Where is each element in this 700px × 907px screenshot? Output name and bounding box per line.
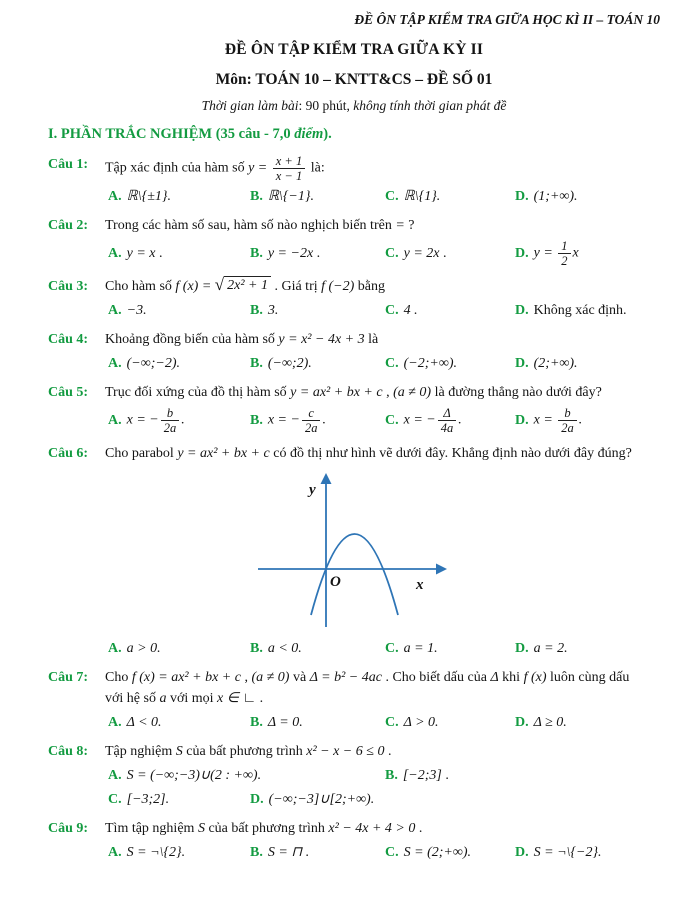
text-run: ℝ\{±1}. <box>126 189 171 204</box>
time-note-italic-1: Thời gian làm bài <box>201 98 299 113</box>
option-D <box>250 789 660 810</box>
option-letter: C. <box>385 303 399 318</box>
option-B <box>250 300 385 321</box>
text-run: a > 0. <box>126 641 161 656</box>
fraction-numerator: x + 1 <box>275 154 303 168</box>
stem-line <box>105 667 660 688</box>
option-D <box>515 300 660 321</box>
option-letter: D. <box>515 356 529 371</box>
option-A <box>108 765 385 786</box>
fraction-denominator: x − 1 <box>273 168 305 183</box>
question-stem-row <box>48 276 660 297</box>
text-run: (a ≠ 0) <box>393 385 432 400</box>
question-text <box>105 276 660 297</box>
text-run: Δ < 0. <box>126 715 162 730</box>
option-A <box>108 300 250 321</box>
question-4 <box>48 329 660 374</box>
text-run: với hệ số <box>105 691 160 706</box>
text-run: , <box>382 385 394 400</box>
question-number: Câu 3: <box>48 279 89 294</box>
question-text <box>105 818 660 839</box>
option-B <box>250 406 385 435</box>
option-C <box>385 712 515 733</box>
text-run: y = ax² + bx + c <box>177 446 270 461</box>
text-run: y = x² − 4x + 3 <box>278 332 365 347</box>
option-B <box>385 765 660 786</box>
option-A <box>108 638 250 659</box>
text-run: (a ≠ 0) <box>251 670 290 685</box>
text-run: 4 . <box>403 303 418 318</box>
option-C <box>385 353 515 374</box>
stem-line <box>105 329 660 350</box>
text-run: Δ <box>490 670 499 685</box>
option-letter: B. <box>250 246 263 261</box>
option-letter: D. <box>515 303 529 318</box>
text-run: (2;+∞). <box>533 356 578 371</box>
question-number: Câu 7: <box>48 670 89 685</box>
option-letter: D. <box>515 641 529 656</box>
text-run: y = −2x <box>267 246 314 261</box>
option-C <box>108 789 250 810</box>
question-text <box>105 667 660 709</box>
text-run: −3. <box>126 303 147 318</box>
question-number: Câu 8: <box>48 744 89 759</box>
text-run: x² − 4x + 4 > 0 <box>328 821 416 836</box>
running-header: ĐỀ ÔN TẬP KIỂM TRA GIỮA HỌC KÌ II – TOÁN 10 <box>354 12 660 27</box>
option-letter: D. <box>515 245 529 261</box>
text-run: a = 2. <box>533 641 568 656</box>
text-run: Δ = b² − 4ac <box>309 670 382 685</box>
stem-line <box>105 688 660 709</box>
option-A <box>108 186 250 207</box>
fraction-denominator: 4a <box>438 420 457 435</box>
option-letter: D. <box>515 715 529 730</box>
text-run: x = − <box>126 412 159 428</box>
text-run: x = − <box>267 412 300 428</box>
question-text <box>105 382 660 403</box>
text-run: [−2;3] <box>402 768 442 783</box>
question-2 <box>48 215 660 268</box>
text-run: S <box>175 744 183 759</box>
text-run: . Giá trị <box>270 279 322 294</box>
text-run: Tập nghiệm <box>105 744 176 759</box>
x-axis-arrow-icon <box>436 564 447 575</box>
fraction <box>438 406 457 435</box>
text-run: (1;+∞). <box>533 189 578 204</box>
text-run: ℝ\{1}. <box>403 189 441 204</box>
question-stem-row <box>48 329 660 350</box>
time-note-italic-2: không tính thời gian phát đề <box>353 98 507 113</box>
option-letter: C. <box>385 641 399 656</box>
text-run: Cho hàm số <box>105 279 176 294</box>
parabola-graph <box>250 470 450 630</box>
option-C <box>385 186 515 207</box>
option-C <box>385 243 515 264</box>
option-letter: B. <box>250 303 263 318</box>
question-1 <box>48 154 660 207</box>
options-row <box>108 239 660 268</box>
text-run: a = 1. <box>403 641 438 656</box>
fraction-numerator: c <box>308 406 314 420</box>
option-letter: C. <box>385 356 399 371</box>
exam-title: ĐỀ ÔN TẬP KIỂM TRA GIỮA KỲ II <box>224 41 484 58</box>
option-letter: C. <box>385 845 399 860</box>
text-run: y = ax² + bx + c <box>290 385 383 400</box>
question-6 <box>48 443 660 659</box>
fraction-numerator: b <box>166 406 174 420</box>
text-run: x² − x − 6 ≤ 0 <box>306 744 385 759</box>
options-row <box>108 789 660 810</box>
question-stem-row <box>48 741 660 762</box>
stem-line <box>105 154 660 183</box>
options-row <box>108 638 660 659</box>
text-run: a <box>159 691 167 706</box>
options-row <box>108 186 660 207</box>
time-note-plain: : 90 phút, <box>298 98 354 113</box>
option-A <box>108 406 250 435</box>
section-heading <box>48 126 660 143</box>
option-letter: A. <box>108 246 122 261</box>
option-B <box>250 638 385 659</box>
question-number: Câu 5: <box>48 385 89 400</box>
text-run: y = 2x <box>403 246 440 261</box>
option-letter: A. <box>108 715 122 730</box>
text-run: f (x) = <box>175 279 215 294</box>
stem-line <box>105 276 660 297</box>
question-stem-row <box>48 818 660 839</box>
text-run: S = (2;+∞). <box>403 845 471 860</box>
question-8 <box>48 741 660 810</box>
text-run: Δ > 0. <box>403 715 439 730</box>
text-run: f (−2) <box>321 279 355 294</box>
question-5 <box>48 382 660 435</box>
text-run: ℝ\{−1}. <box>267 189 314 204</box>
text-run: Cho <box>105 670 132 685</box>
text-run: (−∞;−2). <box>126 356 180 371</box>
option-letter: B. <box>385 768 398 783</box>
options-row <box>108 712 660 733</box>
option-letter: A. <box>108 303 122 318</box>
parabola-figure <box>250 470 660 635</box>
option-letter: A. <box>108 768 122 783</box>
text-run: với mọi <box>166 691 218 706</box>
option-D <box>515 842 660 863</box>
text-run: Tìm tập nghiệm <box>105 821 198 836</box>
question-text <box>105 443 660 464</box>
text-run: . <box>181 412 185 428</box>
option-letter: B. <box>250 641 263 656</box>
text-run: khi <box>498 670 524 685</box>
question-number: Câu 2: <box>48 218 89 233</box>
option-letter: B. <box>250 356 263 371</box>
option-B <box>250 243 385 264</box>
stem-line <box>105 818 660 839</box>
text-run: Tập xác định của hàm số <box>105 160 249 176</box>
text-run: là: <box>307 160 325 176</box>
text-run: có đồ thị như hình vẽ dưới đây. Khẳng định nào dưới đây đúng? <box>269 446 632 461</box>
section-heading-part1: I. PHẦN TRẮC NGHIỆM (35 câu - 7,0 <box>48 126 295 142</box>
fraction <box>558 239 570 268</box>
text-run: = <box>395 218 405 233</box>
text-run: . <box>155 246 163 261</box>
question-stem-row <box>48 215 660 236</box>
text-run: Δ ≥ 0. <box>533 715 567 730</box>
text-run: (−∞;−3]∪[2;+∞). <box>268 792 375 807</box>
question-stem-row <box>48 382 660 403</box>
option-A <box>108 353 250 374</box>
text-run: x = <box>533 412 557 428</box>
question-number: Câu 6: <box>48 446 89 461</box>
options-row <box>108 765 660 786</box>
fraction-numerator: b <box>564 406 571 420</box>
text-run: f (x) <box>523 670 547 685</box>
y-axis-arrow-icon <box>321 473 332 484</box>
question-number: Câu 9: <box>48 821 89 836</box>
text-run: Khoảng đồng biến của hàm số <box>105 332 279 347</box>
question-text <box>105 215 660 236</box>
question-stem-row <box>48 443 660 464</box>
option-D <box>515 186 660 207</box>
option-B <box>250 353 385 374</box>
text-run: x = − <box>403 412 436 428</box>
option-C <box>385 842 515 863</box>
question-text <box>105 741 660 762</box>
text-run: của bất phương trình <box>182 744 307 759</box>
text-run: Không xác định. <box>533 303 627 318</box>
question-9 <box>48 818 660 863</box>
option-letter: C. <box>385 715 399 730</box>
option-letter: C. <box>108 792 122 807</box>
text-run: . <box>256 691 264 706</box>
exam-subtitle: Môn: TOÁN 10 – KNTT&CS – ĐỀ SỐ 01 <box>215 71 493 88</box>
text-run: bằng <box>354 279 386 294</box>
text-run: y = <box>248 160 271 176</box>
text-run: . <box>441 768 449 783</box>
option-B <box>250 186 385 207</box>
option-letter: A. <box>108 845 122 860</box>
option-A <box>108 712 250 733</box>
option-D <box>515 638 660 659</box>
option-B <box>250 842 385 863</box>
question-7 <box>48 667 660 733</box>
question-stem-row <box>48 154 660 183</box>
time-note <box>48 98 660 114</box>
question-3 <box>48 276 660 321</box>
text-run: f (x) = ax² + bx + c <box>131 670 241 685</box>
options-row <box>108 353 660 374</box>
figure-x-label: x <box>416 577 424 593</box>
stem-line <box>105 741 660 762</box>
stem-line <box>105 443 660 464</box>
text-run: S = ¬\{2}. <box>126 845 186 860</box>
option-A <box>108 842 250 863</box>
text-run: S = ⊓ . <box>267 845 310 860</box>
text-run: . <box>384 744 392 759</box>
text-run: là <box>364 332 379 347</box>
text-run: Trong các hàm số sau, hàm số nào nghịch biến trên <box>105 218 396 233</box>
sqrt-expression <box>215 276 271 295</box>
text-run: 3. <box>267 303 279 318</box>
fraction-denominator: 2a <box>161 420 180 435</box>
option-letter: B. <box>250 845 263 860</box>
question-text <box>105 329 660 350</box>
text-run: x ∈ ∟ <box>217 691 257 706</box>
option-letter: A. <box>108 641 122 656</box>
option-letter: A. <box>108 412 122 428</box>
stem-line <box>105 215 660 236</box>
option-C <box>385 638 515 659</box>
radical-sign-icon: √ <box>214 275 225 294</box>
fraction <box>302 406 321 435</box>
option-letter: D. <box>515 412 529 428</box>
text-run: x <box>572 245 579 261</box>
fraction <box>161 406 180 435</box>
text-run: , <box>240 670 252 685</box>
radicand: 2x² + 1 <box>224 276 271 295</box>
section-heading-part3: ). <box>323 126 332 142</box>
options-row <box>108 842 660 863</box>
text-run: . Cho biết dấu của <box>381 670 491 685</box>
option-D <box>515 712 660 733</box>
option-letter: D. <box>250 792 264 807</box>
option-letter: D. <box>515 189 529 204</box>
text-run: S <box>197 821 205 836</box>
option-letter: D. <box>515 845 529 860</box>
text-run: . <box>439 246 447 261</box>
text-run: Δ = 0. <box>267 715 303 730</box>
text-run: S = (−∞;−3)∪(2 : +∞). <box>126 768 262 783</box>
text-run: (−∞;2). <box>267 356 312 371</box>
question-stem-row <box>48 667 660 709</box>
option-D <box>515 406 660 435</box>
text-run: . <box>415 821 423 836</box>
option-B <box>250 712 385 733</box>
option-letter: B. <box>250 412 263 428</box>
fraction <box>558 406 577 435</box>
fraction-numerator: 1 <box>561 239 568 253</box>
questions-list <box>48 154 660 863</box>
option-letter: B. <box>250 189 263 204</box>
text-run: . <box>322 412 326 428</box>
fraction-denominator: 2 <box>558 253 570 268</box>
text-run: . <box>578 412 583 428</box>
option-C <box>385 300 515 321</box>
text-run: (−2;+∞). <box>403 356 457 371</box>
question-text <box>105 154 660 183</box>
options-row <box>108 300 660 321</box>
option-letter: C. <box>385 189 399 204</box>
fraction <box>273 154 305 183</box>
text-run: của bất phương trình <box>204 821 329 836</box>
fraction-denominator: 2a <box>558 420 577 435</box>
text-run: . <box>313 246 321 261</box>
option-letter: A. <box>108 356 122 371</box>
option-A <box>108 243 250 264</box>
question-number: Câu 1: <box>48 157 89 172</box>
text-run: y = <box>533 245 557 261</box>
option-C <box>385 406 515 435</box>
text-run: luôn cùng dấu <box>546 670 630 685</box>
figure-y-label: y <box>309 482 316 498</box>
text-run: Trục đối xứng của đồ thị hàm số <box>105 385 291 400</box>
text-run: và <box>289 670 310 685</box>
text-run: . <box>458 412 462 428</box>
fraction-numerator: Δ <box>443 406 451 420</box>
section-heading-part2: điểm <box>294 126 324 142</box>
text-run: Cho parabol <box>105 446 178 461</box>
option-D <box>515 239 660 268</box>
text-run: là đường thẳng nào dưới đây? <box>431 385 602 400</box>
option-letter: C. <box>385 246 399 261</box>
option-D <box>515 353 660 374</box>
stem-line <box>105 382 660 403</box>
option-letter: C. <box>385 412 399 428</box>
text-run: S = ¬\{−2}. <box>533 845 602 860</box>
text-run: [−3;2]. <box>126 792 170 807</box>
fraction-denominator: 2a <box>302 420 321 435</box>
text-run: a < 0. <box>267 641 302 656</box>
options-row <box>108 406 660 435</box>
text-run: y = x <box>126 246 156 261</box>
parabola-curve <box>311 534 398 615</box>
text-run: ? <box>404 218 415 233</box>
question-number: Câu 4: <box>48 332 89 347</box>
option-letter: B. <box>250 715 263 730</box>
figure-origin-label: O <box>330 574 341 590</box>
option-letter: A. <box>108 189 122 204</box>
